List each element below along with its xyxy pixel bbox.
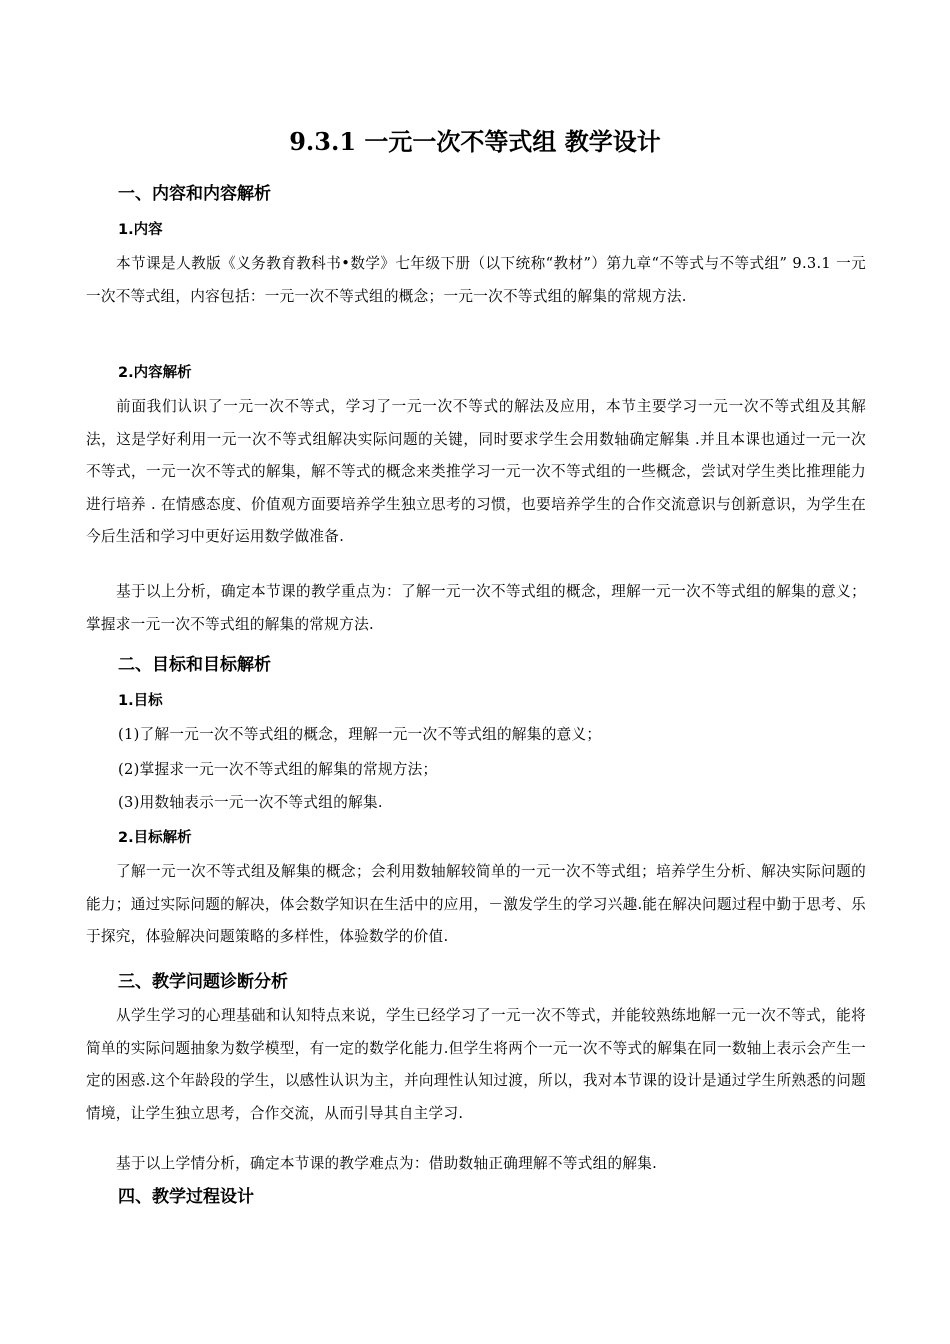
section-heading-content: 一、内容和内容解析 <box>118 184 271 204</box>
page-title: 9.3.1 一元一次不等式组 教学设计 <box>289 127 661 156</box>
subheading-content: 1.内容 <box>118 222 163 238</box>
subheading-goal-analysis: 2.目标解析 <box>118 830 192 846</box>
subheading-content-analysis: 2.内容解析 <box>118 365 192 381</box>
paragraph-key-points: 基于以上分析，确定本节课的教学重点为：了解一元一次不等式组的概念，理解一元一次不等式组的解集的意义； 掌握求一元一次不等式组的解集的常规方法. <box>86 583 866 633</box>
section-heading-process: 四、教学过程设计 <box>118 1187 254 1207</box>
paragraph-goal-analysis: 了解一元一次不等式组及解集的概念；会利用数轴解较简单的一元一次不等式组；培养学生分析、解决实际问题的能力；通过实际问题的解决，体会数学知识在生活中的应用，－激发学生的学习兴趣.能在解决问题过程中勤于思考、乐于探究，体验解决问题策略的多样性，体验数学的价值. <box>86 863 866 945</box>
goal-item: (2)掌握求一元一次不等式组的解集的常规方法； <box>118 761 438 778</box>
goal-item: (3)用数轴表示一元一次不等式组的解集. <box>118 794 383 811</box>
section-heading-diagnosis: 三、教学问题诊断分析 <box>118 972 288 992</box>
subheading-goals: 1.目标 <box>118 693 163 709</box>
paragraph-diagnosis: 从学生学习的心理基础和认知特点来说，学生已经学习了一元一次不等式，并能较熟练地解一元一次不等式，能将简单的实际问题抽象为数学模型，有一定的数学化能力.但学生将两个一元一次不等式的解集在同一数轴上表示会产生一定的困惑.这个年龄段的学生，以感性认识为主，并向理性认知过渡，所以，我对本节课的设计是通过学生所熟悉的问题情境，让学生独立思考，合作交流，从而引导其自主学习. <box>86 1007 866 1122</box>
paragraph-difficulty: 基于以上学情分析，确定本节课的教学难点为：借助数轴正确理解不等式组的解集. <box>116 1155 658 1172</box>
section-heading-goals: 二、目标和目标解析 <box>118 655 271 675</box>
paragraph-content: 本节课是人教版《义务教育教科书•数学》七年级下册（以下统称“教材”）第九章“不等式与不等式组” 9.3.1 一元一次不等式组，内容包括：一元一次不等式组的概念；一元一次不等式组的解集的常规方法. <box>86 255 866 305</box>
goal-item: (1)了解一元一次不等式组的概念，理解一元一次不等式组的解集的意义； <box>118 726 602 743</box>
paragraph-content-analysis: 前面我们认识了一元一次不等式，学习了一元一次不等式的解法及应用，本节主要学习一元一次不等式组及其解法，这是学好利用一元一次不等式组解决实际问题的关键，同时要求学生会用数轴确定解集 .并且本课也通过一元一次不等式，一元一次不等式的解集，解不等式的概念来类推学习一元一次不等式组的一些概念，尝试对学生类比推理能力进行培养 . 在情感态度、价值观方面要培养学生独立思考的习惯，也要培养学生的合作交流意识与创新意识，为学生在今后生活和学习中更好运用数学做准备. <box>86 398 866 545</box>
